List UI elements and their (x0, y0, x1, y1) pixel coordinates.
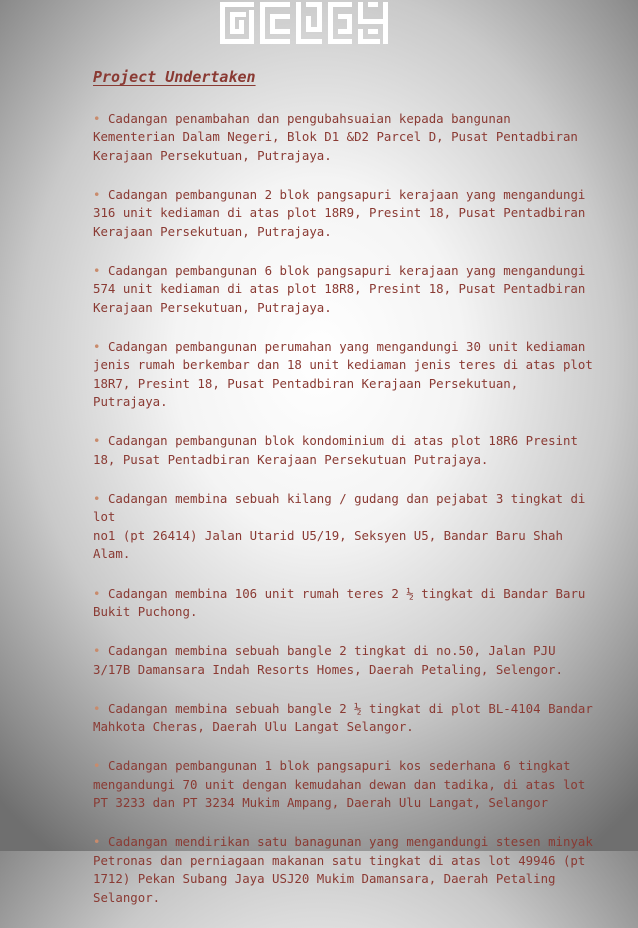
bullet-icon: • (93, 834, 101, 850)
list-item-text: Cadangan membina sebuah bangle 2 tingkat di no.50, Jalan PJU 3/17B Damansara Indah Resorts Homes, Daerah Petaling, Selengor. (93, 643, 563, 677)
kufic-logo (220, 2, 388, 44)
list-item-text: Cadangan penambahan dan pengubahsuaian kepada bangunan Kementerian Dalam Negeri, Blok D1 &D2 Parcel D, Pusat Pentadbiran Kerajaan Persekutuan, Putrajaya. (93, 111, 578, 163)
list-item (93, 432, 598, 469)
list-item (93, 186, 598, 241)
bullet-icon: • (93, 643, 101, 659)
bullet-icon: • (93, 433, 101, 449)
list-item-text: Cadangan membina sebuah bangle 2 ½ tingkat di plot BL-4104 Bandar Mahkota Cheras, Daerah Ulu Langat Selangor. (93, 700, 593, 735)
list-item (93, 700, 598, 737)
list-item (93, 110, 598, 165)
list-item (93, 490, 598, 564)
bullet-icon: • (93, 111, 101, 126)
section-heading: Project Undertaken (93, 68, 256, 86)
list-item (93, 338, 598, 412)
bullet-icon: • (93, 585, 101, 601)
bullet-icon: • (93, 339, 101, 355)
bullet-icon: • (93, 700, 101, 716)
list-item (93, 757, 598, 812)
list-item-text: Cadangan membina 106 unit rumah teres 2 ½ tingkat di Bandar Baru Bukit Puchong. (93, 585, 586, 619)
project-list (93, 110, 598, 928)
list-item-text: Cadangan pembangunan 6 blok pangsapuri kerajaan yang mengandungi 574 unit kediaman di atas plot 18R8, Presint 18, Pusat Pentadbiran Kerajaan Persekutuan, Putrajaya. (93, 263, 586, 315)
bullet-icon: • (93, 263, 101, 279)
list-item-text: Cadangan pembangunan blok kondominium di atas plot 18R6 Presint 18, Pusat Pentadbiran Kerajaan Persekutuan Putrajaya. (93, 433, 578, 467)
list-item-text: Cadangan membina sebuah kilang / gudang dan pejabat 3 tingkat di lot no1 (pt 26414) Jalan Utarid U5/19, Seksyen U5, Bandar Baru Shah Alam. (93, 491, 586, 562)
list-item (93, 585, 598, 622)
bullet-icon: • (93, 491, 101, 507)
list-item (93, 642, 598, 679)
bullet-icon: • (93, 758, 101, 774)
list-item-text: Cadangan mendirikan satu banagunan yang mengandungi stesen minyak Petronas dan perniagaan makanan satu tingkat di atas lot 49946 (pt 1712) Pekan Subang Jaya USJ20 Mukim Damansara, Daerah Petaling Selangor. (93, 834, 593, 905)
list-item-text: Cadangan pembangunan perumahan yang mengandungi 30 unit kediaman jenis rumah berkembar dan 18 unit kediaman jenis teres di atas plot 18R7, Presint 18, Pusat Pentadbiran Kerajaan Persekutuan, Putrajaya. (93, 339, 593, 410)
list-item (93, 262, 598, 317)
list-item (93, 833, 598, 907)
list-item-text: Cadangan pembangunan 2 blok pangsapuri kerajaan yang mengandungi 316 unit kediaman di atas plot 18R9, Presint 18, Pusat Pentadbiran Kerajaan Persekutuan, Putrajaya. (93, 187, 586, 239)
list-item-text: Cadangan pembangunan 1 blok pangsapuri kos sederhana 6 tingkat mengandungi 70 unit dengan kemudahan dewan dan tadika, di atas lot PT 3233 dan PT 3234 Mukim Ampang, Daerah Ulu Langat, Selangor (93, 758, 586, 811)
bullet-icon: • (93, 187, 101, 203)
